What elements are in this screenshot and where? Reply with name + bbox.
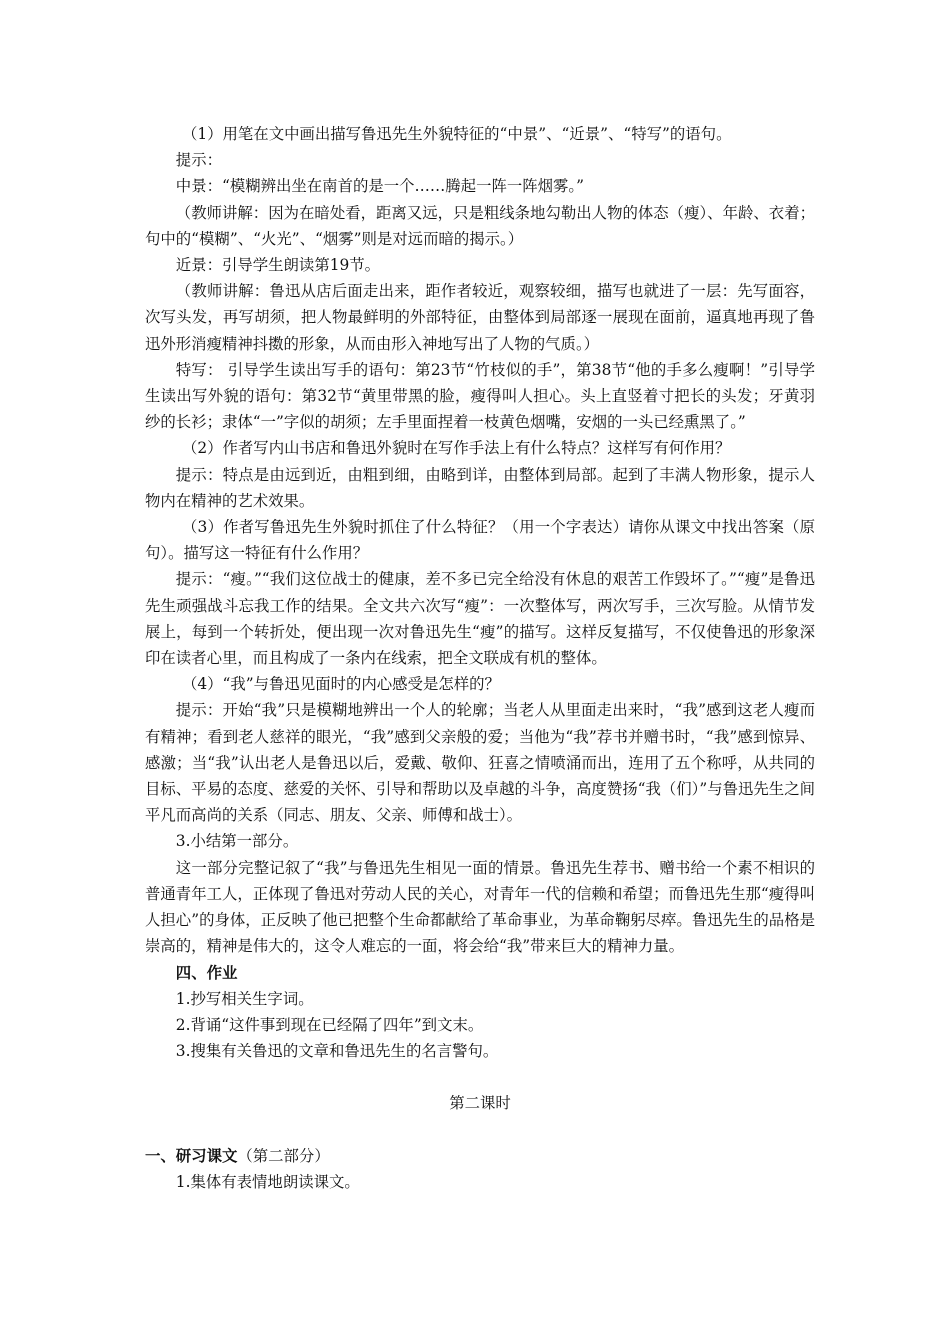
- section-heading: 一、研习课文: [145, 1146, 238, 1165]
- hint-4: 提示：开始“我”只是模糊地辨出一个人的轮廓；当老人从里面走出来时，“我”感到这老人瘦而有精神；看到老人慈祥的眼光，“我”感到父亲般的爱；当他为“我”荐书并赠书时，“我”感到惊异、感激；当“我”认出老人是鲁迅以后，爱戴、敬仰、狂喜之情喷涌而出，连用了五个称呼，从共同的目标、平易的态度、慈爱的关怀、引导和帮助以及卓越的斗争，高度赞扬“我（们）”与鲁迅先生之间平凡而高尚的关系（同志、朋友、父亲、师傅和战士）。: [145, 701, 815, 825]
- hint-2: 提示：特点是由远到近，由粗到细，由略到详，由整体到局部。起到了丰满人物形象，提示人物内在精神的艺术效果。: [145, 465, 815, 510]
- homework-item-1: 1.抄写相关生字词。: [175, 989, 314, 1008]
- mid-shot-text: 中景：“模糊辨出坐在南首的是一个……腾起一阵一阵烟雾。”: [175, 177, 584, 196]
- hint-label: 提示：: [175, 151, 222, 170]
- hint-3: 提示：“瘦。”“我们这位战士的健康，差不多已完全给没有休息的艰苦工作毁坏了。”“瘦”是鲁迅先生顽强战斗忘我工作的结果。全文共六次写“瘦”：一次整体写，两次写手，三次写脸。从情节发展上，每到一个转折处，便出现一次对鲁迅先生“瘦”的描写。这样反复描写，不仅使鲁迅的形象深印在读者心里，而且构成了一条内在线索，把全文联成有机的整体。: [145, 570, 815, 668]
- homework-item-3: 3.搜集有关鲁迅的文章和鲁迅先生的名言警句。: [175, 1042, 499, 1061]
- question-1: （1）用笔在文中画出描写鲁迅先生外貌特征的“中景”、“近景”、“特写”的语句。: [181, 125, 732, 143]
- close-shot-text: 近景：引导学生朗读第19节。: [175, 256, 381, 275]
- document-page: [145, 121, 815, 1195]
- summary-heading: 3.小结第一部分。: [175, 832, 299, 851]
- question-3: （3）作者写鲁迅先生外貌时抓住了什么特征？（用一个字表达）请你从课文中找出答案（原句）。描写这一特征有什么作用？: [145, 518, 815, 563]
- close-up-text: 特写： 引导学生读出写手的语句：第23节“竹枝似的手”，第38节“他的手多么瘦啊！”引导学生读出写外貌的语句：第32节“黄里带黑的脸，瘦得叫人担心。头上直竖着寸把长的头发；牙黄羽纱的长衫；隶体“一”字似的胡须；左手里面捏着一枝黄色烟嘴，安烟的一头已经熏黑了。”: [145, 360, 815, 432]
- spacer: [145, 1117, 815, 1143]
- homework-item-2: 2.背诵“这件事到现在已经隔了四年”到文末。: [175, 1015, 484, 1034]
- lesson-title: 第二课时: [449, 1094, 511, 1113]
- section-heading-note: （第二部分）: [237, 1146, 330, 1165]
- section-heading-line: [145, 1143, 815, 1169]
- question-2: （2）作者写内山书店和鲁迅外貌时在写作手法上有什么特点？这样写有何作用？: [181, 439, 731, 458]
- reading-item: 1.集体有表情地朗读课文。: [175, 1172, 360, 1191]
- question-4: （4）“我”与鲁迅见面时的内心感受是怎样的？: [181, 675, 500, 694]
- spacer: [145, 1064, 815, 1090]
- teacher-note-2: （教师讲解：鲁迅从店后面走出来，距作者较近，观察较细，描写也就进了一层：先写面容，次写头发，再写胡须，把人物最鲜明的外部特征，由整体到局部逐一展现在面前，逼真地再现了鲁迅外形消瘦精神抖擞的形象，从而由形入神地写出了人物的气质。）: [145, 282, 815, 353]
- summary-text: 这一部分完整记叙了“我”与鲁迅先生相见一面的情景。鲁迅先生荐书、赠书给一个素不相识的普通青年工人，正体现了鲁迅对劳动人民的关心，对青年一代的信赖和希望；而鲁迅先生那“瘦得叫人担心”的身体，正反映了他已把整个生命都献给了革命事业，为革命鞠躬尽瘁。鲁迅先生的品格是崇高的，精神是伟大的，这令人难忘的一面，将会给“我”带来巨大的精神力量。: [145, 858, 815, 956]
- homework-heading: 四、作业: [175, 963, 238, 982]
- teacher-note-1: （教师讲解：因为在暗处看，距离又远，只是粗线条地勾勒出人物的体态（瘦）、年龄、衣着；句中的“模糊”、“火光”、“烟雾”则是对远而暗的揭示。）: [145, 203, 815, 248]
